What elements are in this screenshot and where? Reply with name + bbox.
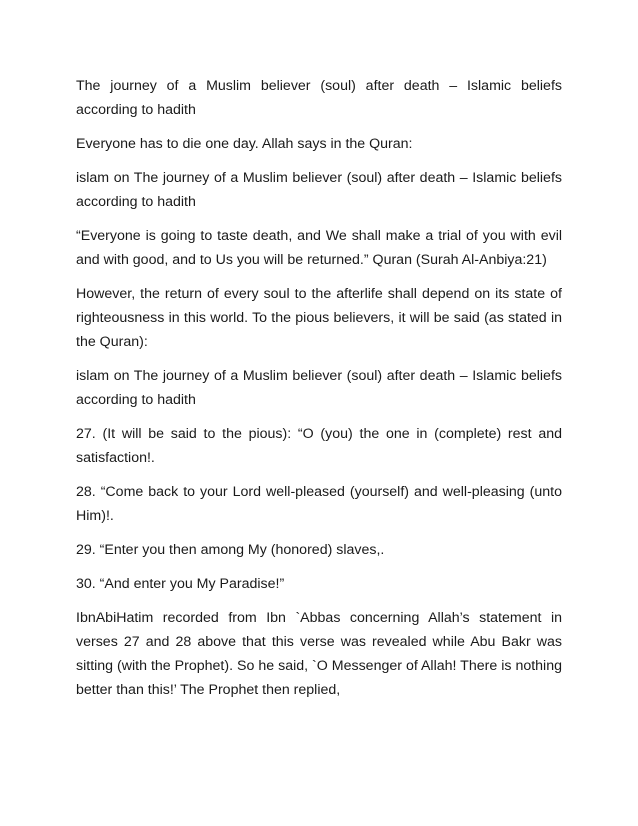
paragraph-verse-30: 30. “And enter you My Paradise!” xyxy=(76,576,285,592)
paragraph-verse-27: 27. (It will be said to the pious): “O (you) the one in (complete) rest and satisfaction!. xyxy=(76,426,562,466)
paragraph-quran-quote: “Everyone is going to taste death, and We shall make a trial of you with evil and with good, and to Us you will be returned.” Quran (Surah Al-Anbiya:21) xyxy=(76,228,562,268)
paragraph-image-caption-2: islam on The journey of a Muslim believer (soul) after death – Islamic beliefs according to hadith xyxy=(76,368,562,408)
paragraph-image-caption-1: islam on The journey of a Muslim believer (soul) after death – Islamic beliefs according to hadith xyxy=(76,170,562,210)
paragraph-verse-28: 28. “Come back to your Lord well-pleased (yourself) and well-pleasing (unto Him)!. xyxy=(76,484,562,524)
paragraph-intro: Everyone has to die one day. Allah says in the Quran: xyxy=(76,136,413,152)
paragraph-afterlife: However, the return of every soul to the afterlife shall depend on its state of righteousness in this world. To the pious believers, it will be said (as stated in the Quran): xyxy=(76,286,562,350)
paragraph-title: The journey of a Muslim believer (soul) after death – Islamic beliefs according to hadith xyxy=(76,78,562,118)
paragraph-verse-29: 29. “Enter you then among My (honored) slaves,. xyxy=(76,542,385,558)
paragraph-ibn-abi-hatim: IbnAbiHatim recorded from Ibn `Abbas concerning Allah’s statement in verses 27 and 28 above that this verse was revealed while Abu Bakr was sitting (with the Prophet). So he said, `O Messenger of Allah! There is nothing better than this!’ The Prophet then replied, xyxy=(76,610,562,698)
